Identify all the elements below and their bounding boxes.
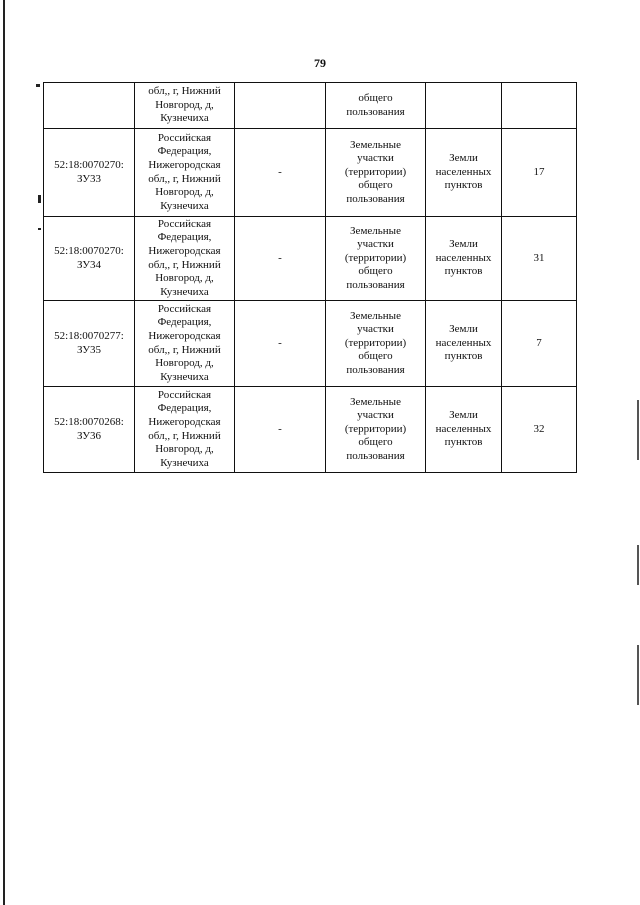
scan-right-edge — [637, 645, 639, 705]
purpose-line: пользования — [346, 105, 405, 118]
dash-cell: - — [235, 129, 326, 217]
area-cell: 7 — [502, 301, 577, 387]
purpose-line: (территории) — [344, 251, 407, 264]
category-line: Земли — [449, 323, 478, 336]
purpose-line: пользования — [346, 363, 405, 376]
address-line: Кузнечиха — [160, 456, 209, 469]
table-row — [44, 83, 577, 129]
purpose-line: участки — [357, 152, 394, 165]
scan-speck — [38, 195, 41, 203]
purpose-line: общего — [358, 91, 393, 104]
address-line: Нижегородская — [148, 244, 221, 257]
purpose-line: пользования — [346, 449, 405, 462]
address-cell — [135, 301, 235, 387]
category-line: населенных — [435, 336, 492, 349]
scan-left-edge — [3, 0, 5, 905]
purpose-line: Земельные — [350, 224, 401, 237]
area-cell: 31 — [502, 217, 577, 301]
address-line: Новгород, д, — [155, 98, 214, 111]
cadastral-line: ЗУ33 — [76, 172, 102, 185]
address-line: Новгород, д, — [155, 443, 214, 456]
purpose-line: пользования — [346, 278, 405, 291]
purpose-line: (территории) — [344, 422, 407, 435]
address-line: обл,, г, Нижний — [148, 429, 221, 442]
address-line: обл,, г, Нижний — [148, 258, 221, 271]
address-cell — [135, 217, 235, 301]
purpose-cell — [326, 83, 426, 129]
address-line: Новгород, д, — [155, 272, 214, 285]
address-line: обл,, г, Нижний — [148, 85, 221, 98]
purpose-line: участки — [357, 238, 394, 251]
address-cell — [135, 83, 235, 129]
cadastral-cell — [44, 387, 135, 473]
purpose-line: Земельные — [350, 138, 401, 151]
category-line: Земли — [449, 238, 478, 251]
table-row — [44, 301, 577, 387]
address-line: Нижегородская — [148, 329, 221, 342]
address-line: Нижегородская — [148, 158, 221, 171]
scan-speck — [38, 228, 41, 230]
cadastral-line: 52:18:0070277: — [54, 329, 124, 342]
category-line: пунктов — [444, 436, 483, 449]
purpose-cell — [326, 387, 426, 473]
purpose-line: пользования — [346, 192, 405, 205]
category-cell — [426, 83, 502, 129]
address-line: Российская — [157, 217, 212, 230]
category-cell — [426, 129, 502, 217]
address-line: Федерация, — [157, 316, 212, 329]
purpose-line: общего — [358, 436, 393, 449]
purpose-line: общего — [358, 350, 393, 363]
address-line: Кузнечиха — [160, 370, 209, 383]
address-line: Кузнечиха — [160, 285, 209, 298]
cadastral-cell — [44, 129, 135, 217]
category-line: населенных — [435, 165, 492, 178]
address-line: Новгород, д, — [155, 186, 214, 199]
area-cell: 32 — [502, 387, 577, 473]
address-cell — [135, 129, 235, 217]
category-cell — [426, 217, 502, 301]
purpose-line: (территории) — [344, 165, 407, 178]
purpose-line: общего — [358, 265, 393, 278]
category-cell — [426, 387, 502, 473]
dash-cell: - — [235, 387, 326, 473]
cadastral-line: 52:18:0070270: — [54, 244, 124, 257]
address-cell — [135, 387, 235, 473]
cadastral-line: 52:18:0070268: — [54, 415, 124, 428]
table-row — [44, 387, 577, 473]
cadastral-cell — [44, 83, 135, 129]
land-plots-table — [43, 82, 577, 473]
cadastral-cell — [44, 217, 135, 301]
purpose-cell — [326, 301, 426, 387]
scan-speck — [36, 84, 40, 87]
category-line: пунктов — [444, 179, 483, 192]
purpose-line: Земельные — [350, 309, 401, 322]
table-row — [44, 217, 577, 301]
purpose-line: участки — [357, 409, 394, 422]
address-line: Кузнечиха — [160, 199, 209, 212]
page-number: 79 — [314, 56, 326, 70]
table-row — [44, 129, 577, 217]
address-line: Российская — [157, 388, 212, 401]
area-cell: 17 — [502, 129, 577, 217]
address-line: Российская — [157, 131, 212, 144]
category-cell — [426, 301, 502, 387]
address-line: обл,, г, Нижний — [148, 172, 221, 185]
category-line: пунктов — [444, 265, 483, 278]
address-line: Кузнечиха — [160, 112, 209, 125]
dash-cell: - — [235, 217, 326, 301]
cadastral-line: ЗУ35 — [76, 343, 102, 356]
address-line: Новгород, д, — [155, 357, 214, 370]
scan-right-edge — [637, 400, 639, 460]
address-line: Нижегородская — [148, 415, 221, 428]
purpose-line: Земельные — [350, 395, 401, 408]
area-cell — [502, 83, 577, 129]
purpose-cell — [326, 129, 426, 217]
category-line: населенных — [435, 422, 492, 435]
category-line: Земли — [449, 409, 478, 422]
cadastral-line: 52:18:0070270: — [54, 158, 124, 171]
cadastral-cell — [44, 301, 135, 387]
category-line: Земли — [449, 152, 478, 165]
category-line: населенных — [435, 251, 492, 264]
dash-cell: - — [235, 301, 326, 387]
address-line: Федерация, — [157, 231, 212, 244]
category-line: пунктов — [444, 350, 483, 363]
address-line: Российская — [157, 302, 212, 315]
cadastral-line: ЗУ36 — [76, 429, 102, 442]
purpose-line: общего — [358, 179, 393, 192]
empty-cell — [235, 83, 326, 129]
address-line: Федерация, — [157, 145, 212, 158]
address-line: Федерация, — [157, 402, 212, 415]
purpose-line: участки — [357, 323, 394, 336]
scan-right-edge — [637, 545, 639, 585]
address-line: обл,, г, Нижний — [148, 343, 221, 356]
cadastral-line: ЗУ34 — [76, 258, 102, 271]
purpose-cell — [326, 217, 426, 301]
purpose-line: (территории) — [344, 336, 407, 349]
